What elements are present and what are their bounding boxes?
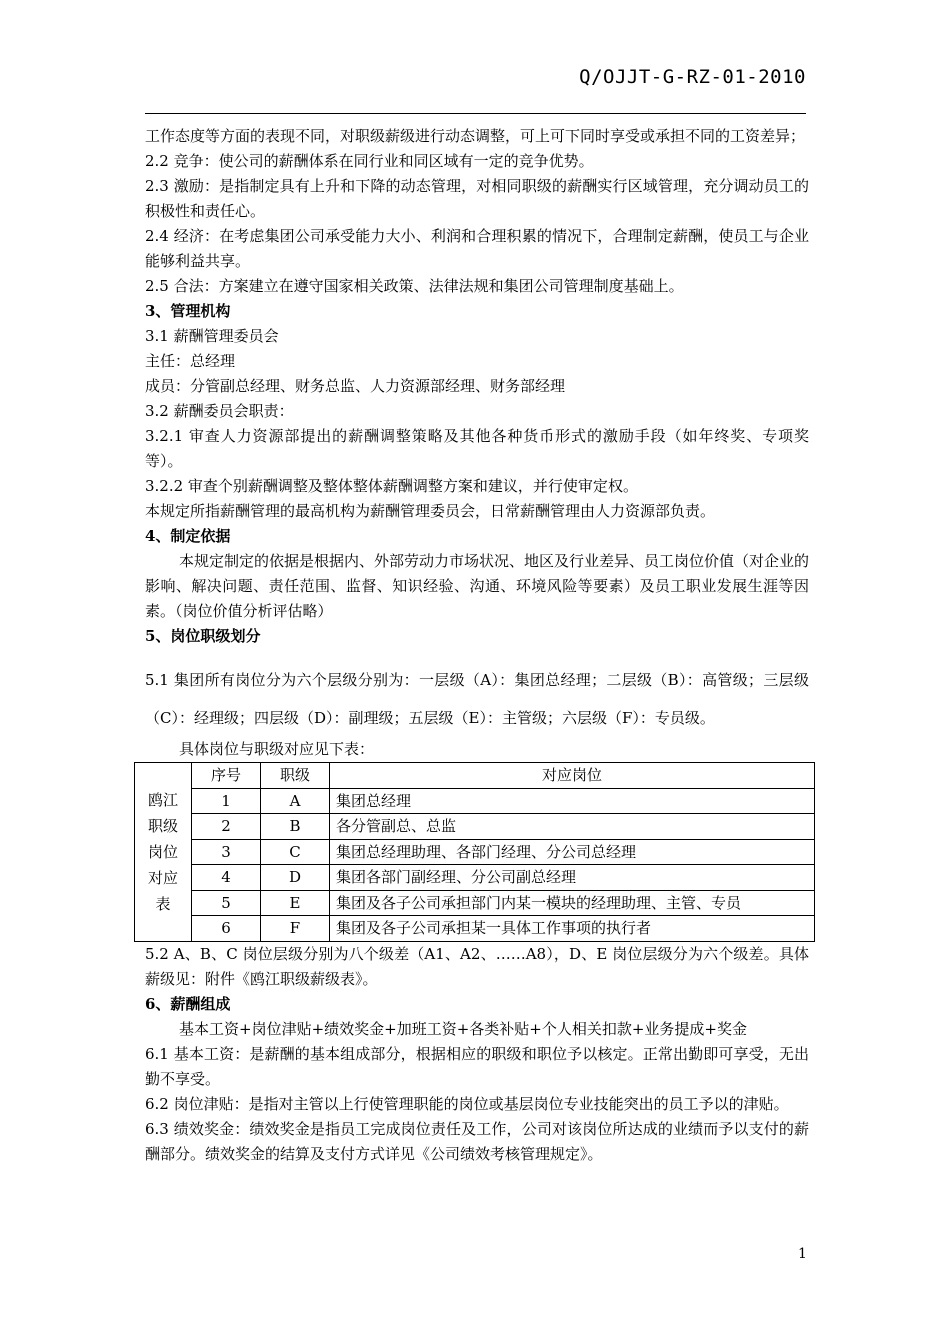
- cell-seq: 4: [192, 865, 261, 891]
- table-row: [135, 839, 815, 865]
- paragraph-2-4: 2.4 经济：在考虑集团公司承受能力大小、利润和合理积累的情况下，合理制定薪酬，使员工与企业能够利益共享。: [145, 227, 809, 270]
- paragraph-6-3: 6.3 绩效奖金：绩效奖金是指员工完成岗位责任及工作，公司对该岗位所达成的业绩而予以支付的薪酬部分。绩效奖金的结算及支付方式详见《公司绩效考核管理规定》。: [145, 1119, 809, 1163]
- cell-seq: 6: [192, 916, 261, 942]
- table-row: [135, 916, 815, 942]
- salary-formula: 基本工资+岗位津贴+绩效奖金+加班工资+各类补贴+个人相关扣款+业务提成+奖金: [179, 1019, 747, 1038]
- table-intro: 具体岗位与职级对应见下表：: [179, 740, 375, 758]
- table-title-line: 鸥江: [147, 790, 178, 809]
- table-title-line: 表: [155, 894, 171, 913]
- paragraph-3-note: 本规定所指薪酬管理的最高机构为薪酬管理委员会，日常薪酬管理由人力资源部负责。: [145, 502, 716, 520]
- paragraph-2-5: 2.5 合法：方案建立在遵守国家相关政策、法律法规和集团公司管理制度基础上。: [145, 277, 684, 295]
- paragraph-2-1-continued: 工作态度等方面的表现不同，对职级薪级进行动态调整，可上可下同时享受或承担不同的工资差异；: [145, 127, 806, 145]
- document-body: [145, 124, 809, 1167]
- cell-grade: F: [261, 916, 330, 942]
- cell-seq: 3: [192, 839, 261, 865]
- header-grade: 职级: [261, 763, 330, 789]
- cell-grade: E: [261, 890, 330, 916]
- cell-position: 集团及各子公司承担部门内某一模块的经理助理、主管、专员: [330, 890, 815, 916]
- cell-seq: 2: [192, 814, 261, 840]
- section-heading-5: 5、岗位职级划分: [145, 627, 261, 645]
- header-seq: 序号: [192, 763, 261, 789]
- cell-position: 集团总经理: [330, 788, 815, 814]
- paragraph-3-2-1: 3.2.1 审查人力资源部提出的薪酬调整策略及其他各种货币形式的激励手段（如年终奖、专项奖等）。: [145, 427, 809, 470]
- table-title-cell: [135, 763, 192, 942]
- paragraph-5-1: 5.1 集团所有岗位分为六个层级分别为：一层级（A）：集团总经理；二层级（B）：高管级；三层级（C）：经理级；四层级（D）：副理级；五层级（E）：主管级；六层级（F）：专员级。: [145, 671, 809, 727]
- committee-members: 成员：分管副总经理、财务总监、人力资源部经理、财务部经理: [145, 377, 566, 395]
- paragraph-2-3: 2.3 激励：是指制定具有上升和下降的动态管理，对相同职级的薪酬实行区域管理，充分调动员工的积极性和责任心。: [145, 177, 809, 220]
- cell-grade: D: [261, 865, 330, 891]
- paragraph-4: 本规定制定的依据是根据内、外部劳动力市场状况、地区及行业差异、员工岗位价值（对企业的影响、解决问题、责任范围、监督、知识经验、沟通、环境风险等要素）及员工职业发展生涯等因素。（岗位价值分析评估略）: [145, 552, 810, 620]
- header-divider: [145, 113, 806, 114]
- table-row: [135, 814, 815, 840]
- cell-grade: A: [261, 788, 330, 814]
- table-row: [135, 865, 815, 891]
- document-code: Q/OJJT-G-RZ-01-2010: [579, 66, 806, 88]
- grade-position-table: [134, 762, 815, 942]
- paragraph-3-2-2: 3.2.2 审查个别薪酬调整及整体整体薪酬调整方案和建议，并行使审定权。: [145, 477, 638, 495]
- cell-seq: 1: [192, 788, 261, 814]
- page-number: 1: [798, 1246, 807, 1262]
- section-heading-3: 3、管理机构: [145, 302, 231, 320]
- table-title-line: 对应: [147, 868, 178, 887]
- paragraph-5-2: 5.2 A、B、C 岗位层级分别为八个级差（A1、A2、……A8），D、E 岗位层级分为六个级差。具体薪级见：附件《鸥江职级薪级表》。: [145, 944, 809, 988]
- table-title-line: 职级: [147, 816, 178, 835]
- paragraph-2-2: 2.2 竞争：使公司的薪酬体系在同行业和同区域有一定的竞争优势。: [145, 152, 594, 170]
- section-heading-6: 6、薪酬组成: [145, 994, 231, 1013]
- cell-grade: B: [261, 814, 330, 840]
- committee-chair: 主任：总经理: [145, 352, 236, 370]
- cell-position: 各分管副总、总监: [330, 814, 815, 840]
- paragraph-6-1: 6.1 基本工资：是薪酬的基本组成部分，根据相应的职级和职位予以核定。正常出勤即可享受，无出勤不享受。: [145, 1044, 809, 1088]
- paragraph-3-2: 3.2 薪酬委员会职责：: [145, 402, 294, 420]
- section-heading-4: 4、制定依据: [145, 527, 231, 545]
- table-header-row: [135, 763, 815, 789]
- table-title-line: 岗位: [147, 842, 178, 861]
- paragraph-6-2: 6.2 岗位津贴：是指对主管以上行使管理职能的岗位或基层岗位专业技能突出的员工予以的津贴。: [145, 1094, 789, 1113]
- cell-position: 集团总经理助理、各部门经理、分公司总经理: [330, 839, 815, 865]
- table-row: [135, 890, 815, 916]
- cell-position: 集团各部门副经理、分公司副总经理: [330, 865, 815, 891]
- header-position: 对应岗位: [330, 763, 815, 789]
- table-row: [135, 788, 815, 814]
- cell-grade: C: [261, 839, 330, 865]
- paragraph-3-1: 3.1 薪酬管理委员会: [145, 327, 279, 345]
- cell-seq: 5: [192, 890, 261, 916]
- cell-position: 集团及各子公司承担某一具体工作事项的执行者: [330, 916, 815, 942]
